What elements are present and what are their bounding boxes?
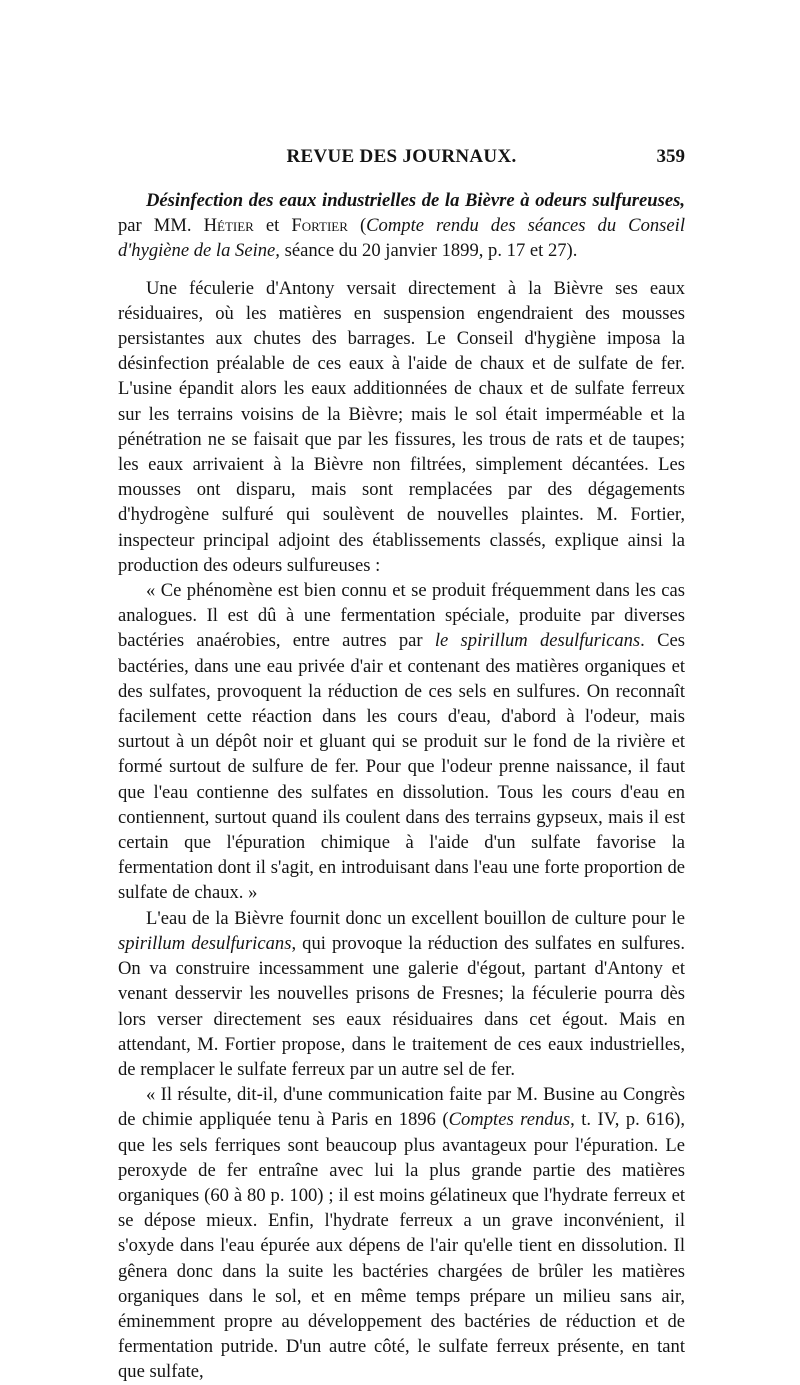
paragraph-text: . Ces bactéries, dans une eau privée d'air et contenant des matières organiques et des sulfates, provoquent la réduction de ces sels en sulfures. On reconnaît facilement cette réaction dans les cours d'eau, d'abord à l'odeur, mais surtout à un dépôt noir et gluant qui se produit sur le fond de la rivière et formé surtout de sulfure de fer. Pour que l'odeur prenne naissance, il faut que l'eau contienne des sulfates en dissolution. Tous les cours d'eau en contiennent, surtout quand ils coulent dans des terrains gypseux, mais il est certain que l'épuration chimique à l'aide d'un sulfate favorise la fermentation dont il s'agit, en introduisant dans l'eau une forte proportion de sulfate de chaux. » bbox=[118, 630, 685, 904]
citation-details: séance du 20 janvier 1899, p. 17 et 27). bbox=[279, 240, 578, 262]
paragraph-text: L'eau de la Bièvre fournit donc un excellent bouillon de culture pour le bbox=[146, 907, 685, 929]
paragraph-text: Une féculerie d'Antony versait directement à la Bièvre ses eaux résiduaires, où les matières en suspension engendraient des mousses persistantes aux chutes des barrages. Le Conseil d'hygiène imposa la désinfection préalable de ces eaux à l'aide de chaux et de sulfate de fer. L'usine épandit alors les eaux additionnées de chaux et de sulfate ferreux sur les terrains voisins de la Bièvre; mais le sol était imperméable et la pénétration ne se faisait que par les fissures, les trous de rats et de taupes; les eaux arrivaient à la Bièvre non filtrées, simplement décantées. Les mousses ont disparu, mais sont remplacées par des dégagements d'hydrogène sulfuré qui soulèvent de nouvelles plaintes. M. Fortier, inspecteur principal adjoint des établissements classés, explique ainsi la production des odeurs sulfureuses : bbox=[118, 277, 685, 576]
paragraph-text: « Il résulte, dit-il, d'une communication faite par M. Busine au Congrès de chimie appliquée tenu à Paris en 1896 ( bbox=[118, 1084, 685, 1131]
citation-by: par MM. bbox=[118, 215, 204, 237]
paragraph-text: , t. IV, p. 616), que les sels ferriques sont beaucoup plus avantageux pour l'épuration. Le peroxyde de fer entraîne avec lui la plus grande partie des matières organiques (60 à 80 p. 100) ; il est moins gélatineux que l'hydrate ferreux et se dépose mieux. Enfin, l'hydrate ferreux a un grave inconvénient, il s'oxyde dans l'eau épurée aux dépens de l'air qu'elle tient en dissolution. Il gênera donc dans la suite les bactéries chargées de brûler les matières organiques dans le sol, et en même temps prépare un milieu sans air, éminemment propre au développement des bactéries de réduction et de fermentation putride. D'un autre côté, le sulfate ferreux présente, en tant que sulfate, bbox=[118, 1109, 685, 1383]
paragraphs bbox=[118, 276, 685, 1385]
paragraph bbox=[118, 1082, 685, 1384]
running-title: REVUE DES JOURNAUX. bbox=[286, 146, 517, 167]
page-number: 359 bbox=[656, 146, 685, 167]
italic-term: spirillum desulfuricans bbox=[118, 932, 292, 954]
citation-and: et bbox=[253, 215, 292, 237]
paragraph bbox=[118, 578, 685, 906]
paragraph bbox=[118, 276, 685, 578]
page-header bbox=[118, 146, 685, 176]
italic-term: le spirillum desulfuricans bbox=[434, 630, 641, 652]
author-name: Hétier bbox=[203, 215, 254, 237]
paragraph-text: « Ce phénomène est bien connu et se produit fréquemment dans les cas analogues. Il est dû à une fermentation spéciale, produite par diverses bactéries anaérobies, entre autres par bbox=[118, 580, 685, 652]
citation-paren: ( bbox=[347, 215, 367, 237]
paragraph-text: , qui provoque la réduction des sulfates en sulfures. On va construire incessamment une galerie d'égout, partant d'Antony et venant desservir les nouvelles prisons de Fresnes; la féculerie pourra dès lors verser directement ses eaux résiduaires dans cet égout. Mais en attendant, M. Fortier propose, dans le traitement de ces eaux industrielles, de remplacer le sulfate ferreux par un autre sel de fer. bbox=[118, 932, 685, 1080]
article-body bbox=[118, 188, 685, 1385]
paragraph bbox=[118, 906, 685, 1082]
article-title: Désinfection des eaux industrielles de la Bièvre à odeurs sulfureuses, bbox=[146, 190, 685, 211]
article-citation bbox=[118, 188, 685, 264]
italic-term: Comptes rendus bbox=[448, 1109, 571, 1131]
author-name: Fortier bbox=[291, 215, 348, 237]
citation-source: Compte rendu des séances du Conseil d'hygiène de la Seine, bbox=[118, 215, 685, 262]
